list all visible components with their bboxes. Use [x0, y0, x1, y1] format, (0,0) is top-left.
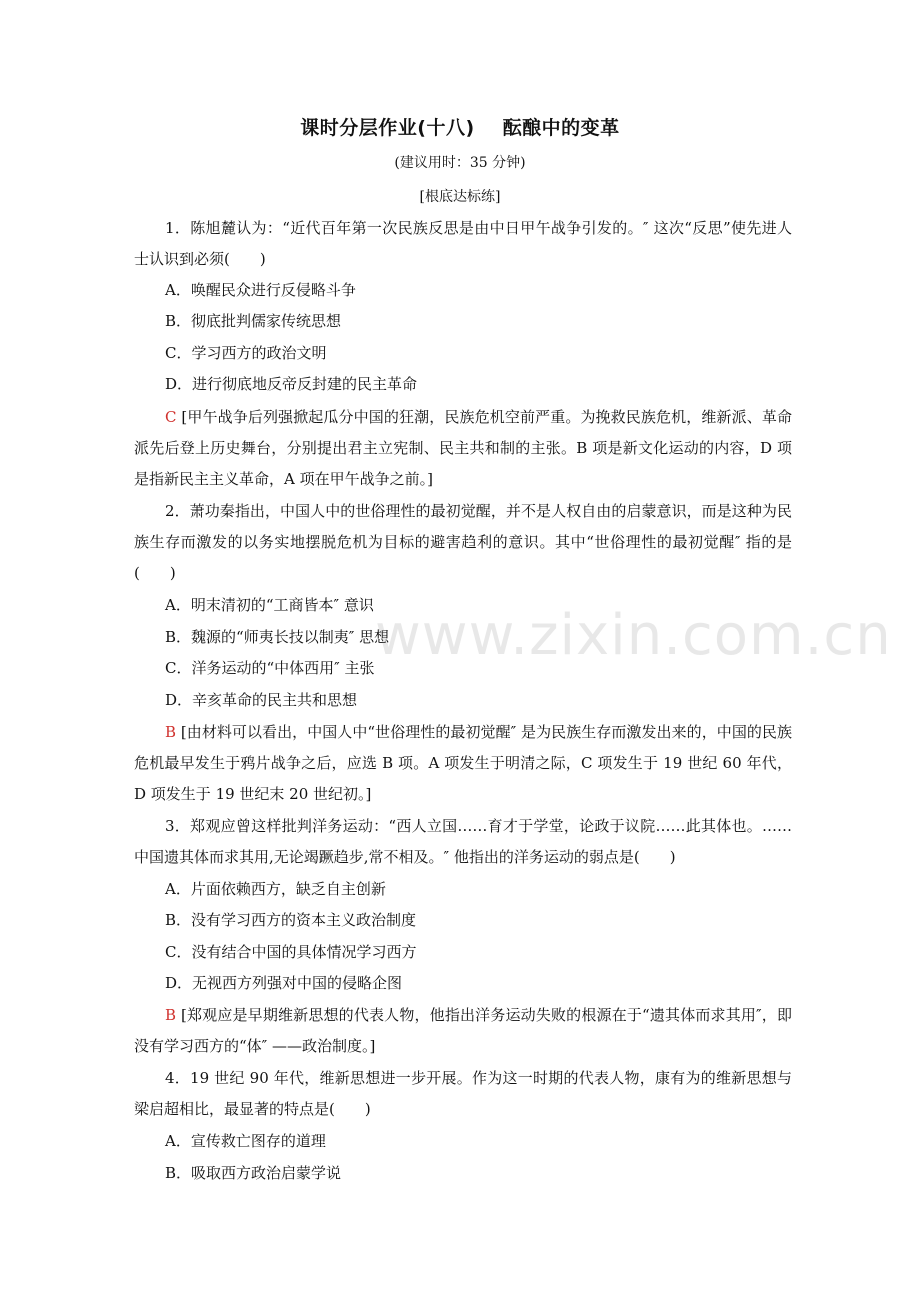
question-1-option-c: C．学习西方的政治文明: [165, 344, 327, 362]
answer-letter: B: [165, 1006, 177, 1024]
question-3-option-b: B．没有学习西方的资本主义政治制度: [165, 911, 417, 929]
answer-explanation: [由材料可以看出，中国人中“世俗理性的最初觉醒″ 是为民族生存而激发出来的，中国的民族危机最早发生于鸦片战争之后，应选 B 项。A 项发生于明清之际，C 项发生于 19 世纪 60 年代，D 项发生于 19 世纪末 20 世纪初。]: [134, 723, 792, 803]
answer-letter: B: [165, 723, 177, 741]
answer-letter: C: [165, 408, 177, 426]
question-4-option-b: B．吸取西方政治启蒙学说: [165, 1164, 342, 1182]
question-2-answer: [134, 717, 792, 810]
section-heading: [根底达标练]: [419, 189, 501, 205]
question-3-option-c: C．没有结合中国的具体情况学习西方: [165, 943, 417, 961]
question-3-option-a: A．片面依赖西方，缺乏自主创新: [165, 880, 386, 898]
question-2-stem: 2．萧功秦指出，中国人中的世俗理性的最初觉醒，并不是人权自由的启蒙意识，而是这种为民族生存而激发的以务实地摆脱危机为目标的避害趋利的意识。其中“世俗理性的最初觉醒″ 指的是( ): [134, 502, 792, 582]
question-1-option-d: D．进行彻底地反帝反封建的民主革命: [165, 375, 418, 393]
title-main: 课时分层作业(十八): [300, 117, 475, 139]
question-4-option-a: A．宣传救亡图存的道理: [165, 1132, 326, 1150]
question-3-answer: [134, 1000, 792, 1062]
question-2-option-a: A．明末清初的“工商皆本″ 意识: [165, 596, 374, 614]
question-2-option-d: D．辛亥革命的民主共和思想: [165, 691, 358, 709]
question-3-option-d: D．无视西方列强对中国的侵略企图: [165, 974, 403, 992]
question-4-stem: 4．19 世纪 90 年代，维新思想进一步开展。作为这一时期的代表人物，康有为的维新思想与梁启超相比，最显著的特点是( ): [134, 1069, 792, 1118]
answer-explanation: [郑观应是早期维新思想的代表人物，他指出洋务运动失败的根源在于“遗其体而求其用″，即没有学习西方的“体″ ——政治制度。]: [134, 1006, 792, 1055]
title-sub: 酝酿中的变革: [502, 117, 620, 139]
question-1-answer: [134, 402, 792, 495]
duration-note: (建议用时：35 分钟): [394, 155, 526, 171]
question-1-stem: 1．陈旭麓认为：“近代百年第一次民族反思是由中日甲午战争引发的。″ 这次“反思”使先进人士认识到必须( ): [134, 219, 792, 268]
question-2-option-b: B．魏源的“师夷长技以制夷″ 思想: [165, 628, 390, 646]
watermark: www.zixin.com.cn: [375, 603, 892, 668]
question-3-stem: 3．郑观应曾这样批判洋务运动：“西人立国……育才于学堂，论政于议院……此其体也。……中国遗其体而求其用,无论竭蹶趋步,常不相及。″ 他指出的洋务运动的弱点是( ): [134, 817, 792, 866]
question-1-option-b: B．彻底批判儒家传统思想: [165, 312, 342, 330]
question-2-option-c: C．洋务运动的“中体西用″ 主张: [165, 659, 375, 677]
question-1-option-a: A．唤醒民众进行反侵略斗争: [165, 281, 356, 299]
page-title: [0, 113, 920, 140]
answer-explanation: [甲午战争后列强掀起瓜分中国的狂潮，民族危机空前严重。为挽救民族危机，维新派、革命派先后登上历史舞台，分别提出君主立宪制、民主共和制的主张。B 项是新文化运动的内容，D 项是指新民主主义革命，A 项在甲午战争之前。]: [134, 408, 792, 488]
